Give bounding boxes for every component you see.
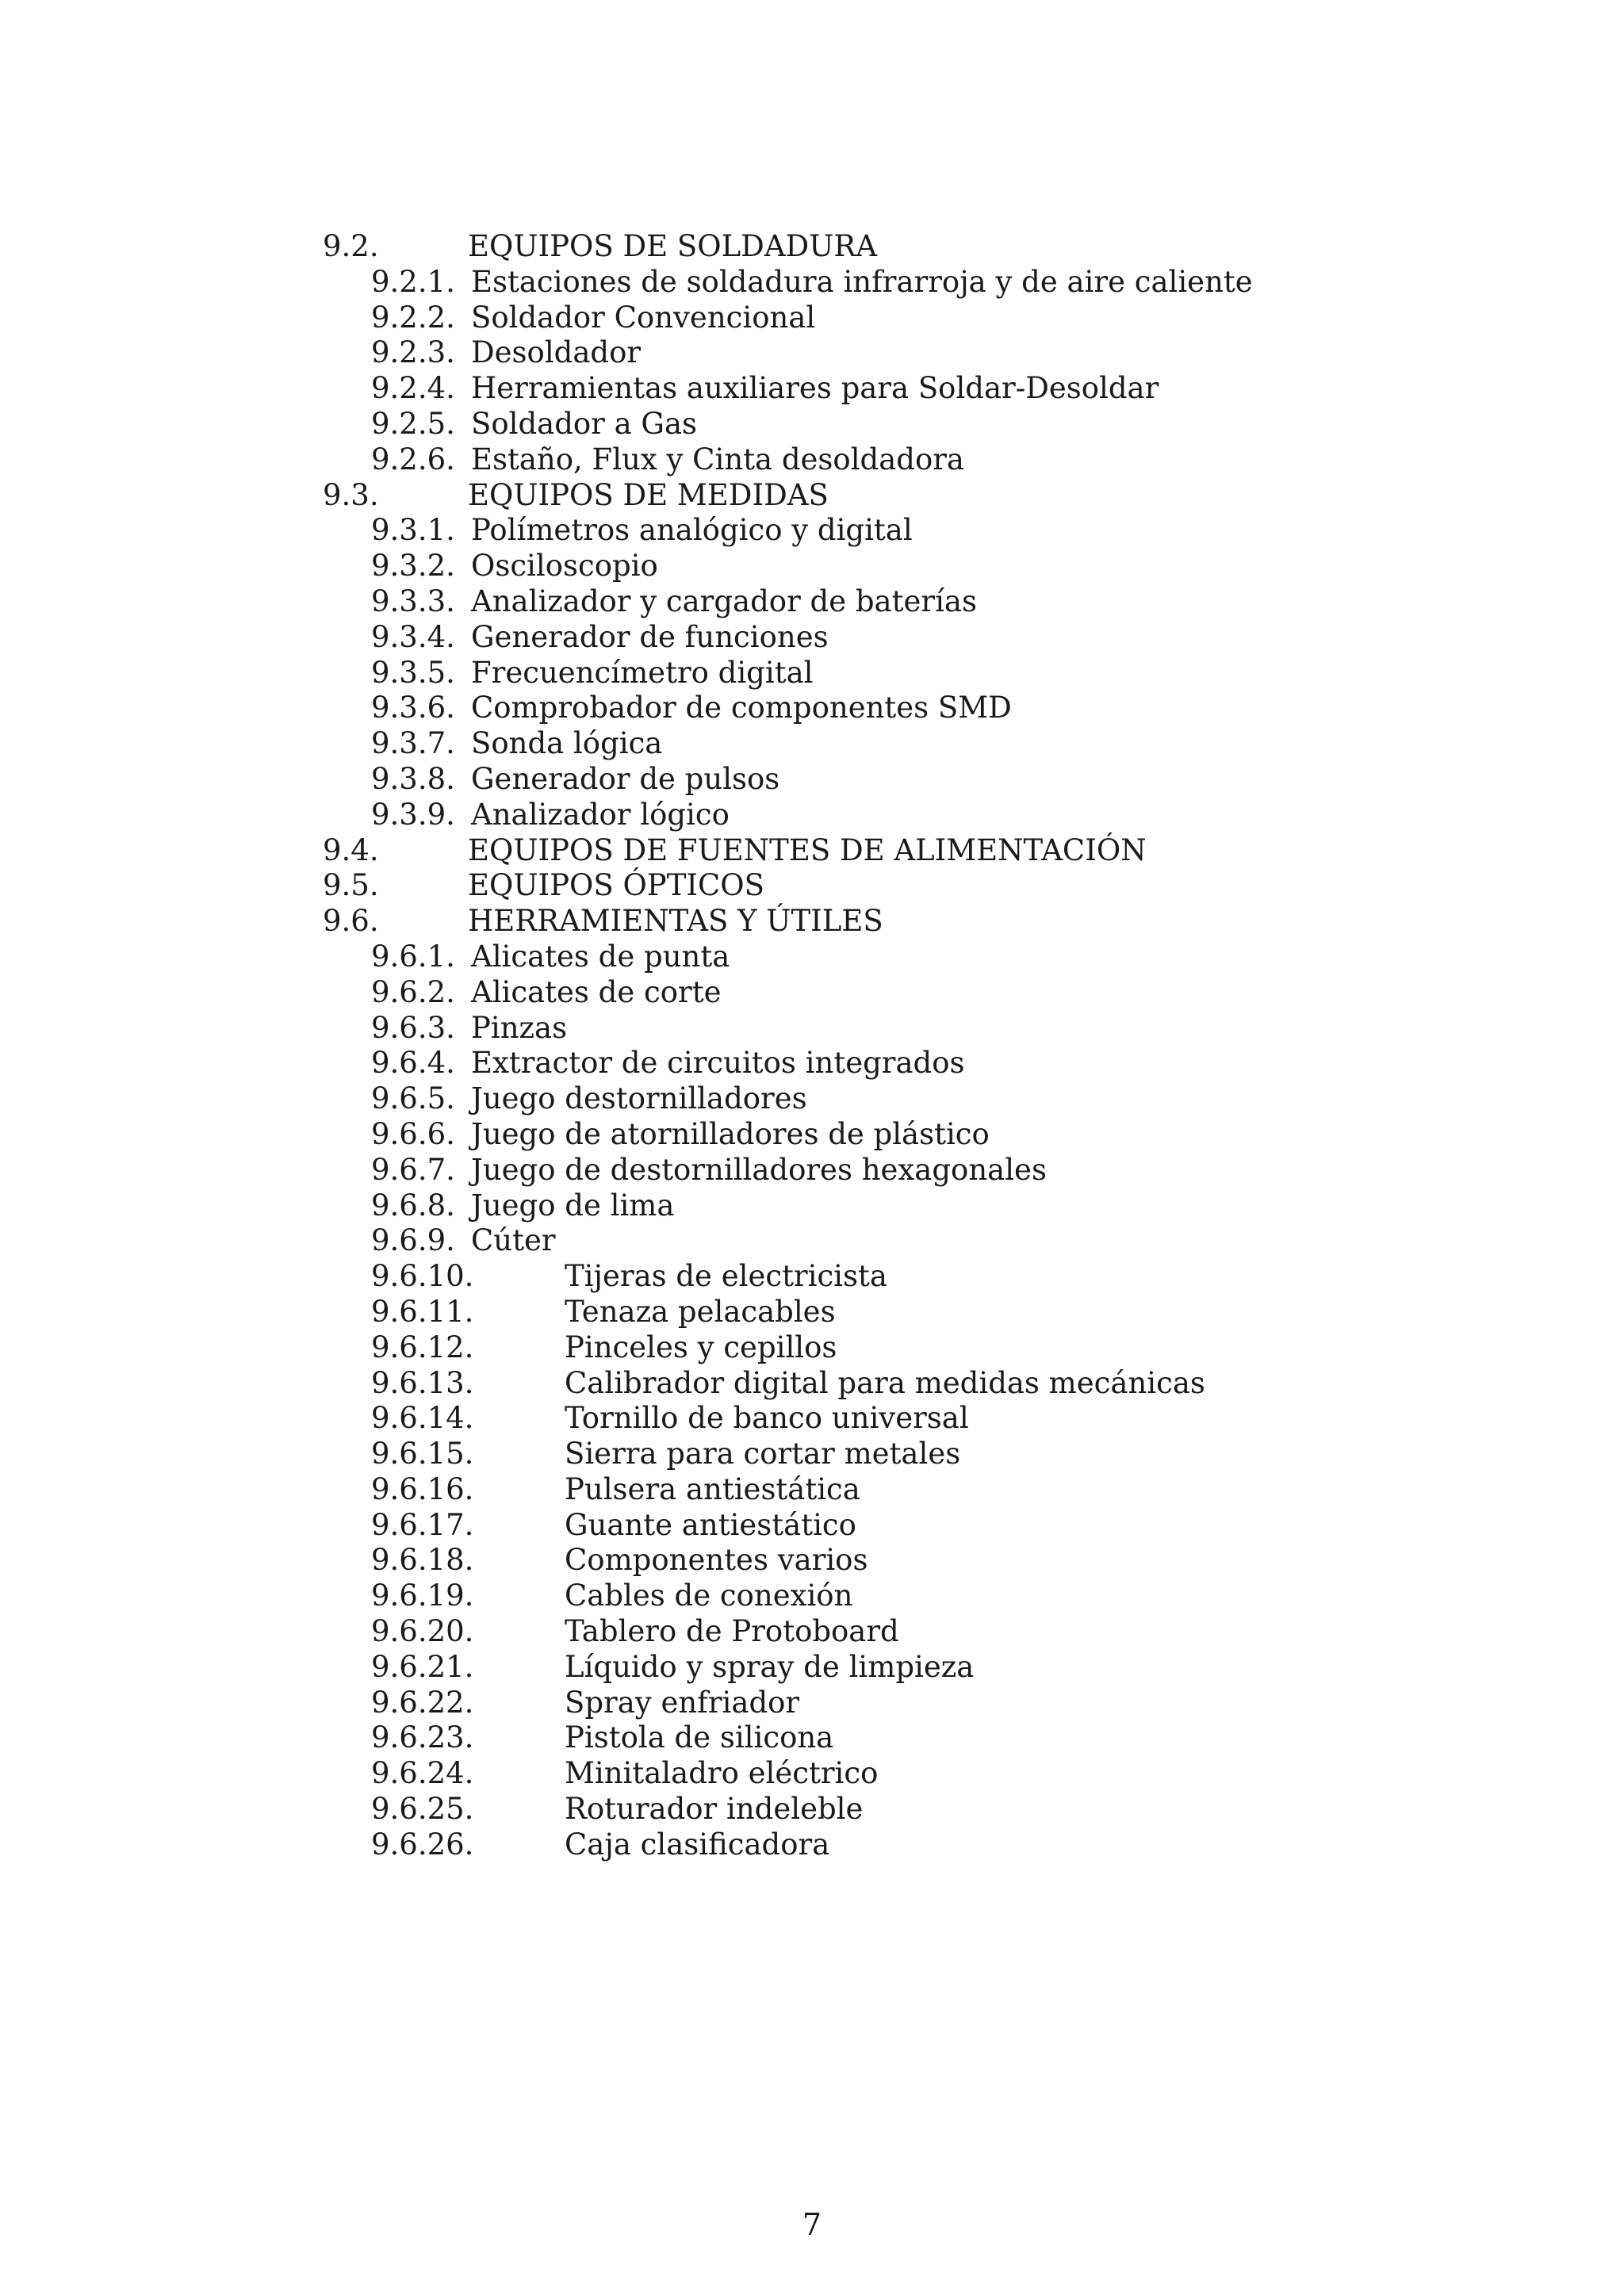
toc-subsection-entry (0, 584, 1624, 620)
toc-subsection-entry (0, 513, 1624, 549)
toc-entry-title: Caja clasificadora (565, 1827, 830, 1862)
toc-entry-number: 9.6.2. (371, 974, 455, 1009)
toc-subsection-entry (0, 798, 1624, 833)
toc-entry-number: 9.6.19. (371, 1578, 474, 1613)
toc-subsection-entry (0, 1720, 1624, 1756)
toc-subsection-entry (0, 1650, 1624, 1686)
toc-entry-title: Pinzas (471, 1010, 568, 1045)
toc-entry-title: Desoldador (471, 335, 642, 370)
toc-entry-number: 9.3.5. (371, 655, 455, 690)
table-of-contents (0, 229, 1624, 1863)
toc-entry-title: Cúter (471, 1223, 556, 1258)
toc-entry-title: Calibrador digital para medidas mecánicas (565, 1365, 1205, 1400)
toc-entry-number: 9.6.11. (371, 1294, 474, 1329)
toc-entry-number: 9.4. (323, 832, 379, 867)
toc-subsection-entry (0, 442, 1624, 478)
toc-entry-title: Frecuencímetro digital (471, 655, 814, 690)
toc-subsection-entry (0, 620, 1624, 656)
toc-entry-number: 9.6.4. (371, 1046, 455, 1081)
toc-subsection-entry (0, 1188, 1624, 1224)
toc-subsection-entry (0, 1153, 1624, 1188)
toc-subsection-entry (0, 1756, 1624, 1792)
toc-entry-title: Tablero de Protoboard (565, 1614, 899, 1649)
toc-subsection-entry (0, 1223, 1624, 1259)
toc-entry-number: 9.6.18. (371, 1543, 474, 1578)
toc-subsection-entry (0, 1614, 1624, 1650)
toc-entry-title: Componentes varios (565, 1543, 868, 1578)
toc-entry-number: 9.3.3. (371, 584, 455, 618)
toc-entry-title: Generador de pulsos (471, 761, 780, 796)
toc-entry-number: 9.6.13. (371, 1365, 474, 1400)
toc-entry-title: Minitaladro eléctrico (565, 1756, 879, 1791)
toc-entry-number: 9.2.3. (371, 335, 455, 370)
toc-entry-number: 9.2.4. (371, 371, 455, 406)
toc-entry-number: 9.6.12. (371, 1330, 474, 1364)
toc-subsection-entry (0, 762, 1624, 798)
toc-entry-number: 9.3.4. (371, 619, 455, 654)
toc-section-entry (0, 478, 1624, 514)
toc-subsection-entry (0, 265, 1624, 300)
toc-entry-number: 9.3.7. (371, 726, 455, 761)
toc-entry-number: 9.6.7. (371, 1152, 455, 1187)
toc-entry-title: Estaño, Flux y Cinta desoldadora (471, 442, 964, 476)
toc-entry-title: Analizador y cargador de baterías (471, 584, 977, 618)
toc-entry-title: Generador de funciones (471, 619, 829, 654)
toc-entry-number: 9.2.2. (371, 300, 455, 335)
toc-entry-title: Alicates de punta (471, 939, 730, 974)
toc-subsection-entry (0, 371, 1624, 407)
toc-entry-title: Comprobador de componentes SMD (471, 691, 1012, 725)
toc-entry-title: EQUIPOS DE SOLDADURA (468, 229, 877, 263)
toc-entry-number: 9.6.9. (371, 1223, 455, 1258)
toc-entry-number: 9.6. (323, 904, 379, 939)
toc-entry-title: Soldador a Gas (471, 406, 698, 441)
toc-entry-title: HERRAMIENTAS Y ÚTILES (468, 904, 883, 939)
toc-entry-number: 9.3.8. (371, 761, 455, 796)
toc-section-entry (0, 904, 1624, 939)
toc-entry-title: Pinceles y cepillos (565, 1330, 837, 1364)
toc-entry-number: 9.2.5. (371, 406, 455, 441)
toc-entry-title: Osciloscopio (471, 549, 658, 584)
toc-entry-title: Soldador Convencional (471, 300, 816, 335)
toc-entry-title: Juego de lima (471, 1188, 675, 1223)
toc-entry-title: Tijeras de electricista (565, 1259, 887, 1294)
toc-entry-number: 9.6.17. (371, 1507, 474, 1542)
toc-entry-number: 9.6.3. (371, 1010, 455, 1045)
toc-subsection-entry (0, 1827, 1624, 1863)
toc-entry-title: Juego destornilladores (471, 1081, 807, 1116)
toc-subsection-entry (0, 300, 1624, 336)
toc-subsection-entry (0, 1508, 1624, 1544)
toc-subsection-entry (0, 975, 1624, 1011)
toc-subsection-entry (0, 407, 1624, 442)
toc-entry-number: 9.6.6. (371, 1116, 455, 1151)
toc-entry-title: Pistola de silicona (565, 1720, 834, 1755)
toc-subsection-entry (0, 1011, 1624, 1047)
toc-entry-number: 9.6.26. (371, 1827, 474, 1862)
toc-entry-title: Analizador lógico (471, 797, 730, 832)
toc-entry-title: Alicates de corte (471, 974, 722, 1009)
page-number: 7 (802, 2207, 822, 2242)
toc-entry-title: Sonda lógica (471, 726, 663, 761)
toc-subsection-entry (0, 726, 1624, 762)
toc-entry-number: 9.2.1. (371, 264, 455, 299)
toc-entry-number: 9.6.24. (371, 1756, 474, 1791)
toc-entry-title: Spray enfriador (565, 1685, 800, 1720)
toc-subsection-entry (0, 335, 1624, 371)
toc-subsection-entry (0, 1046, 1624, 1081)
toc-entry-title: Sierra para cortar metales (565, 1437, 961, 1471)
toc-section-entry (0, 229, 1624, 265)
toc-entry-title: Herramientas auxiliares para Soldar-Desoldar (471, 371, 1159, 406)
toc-entry-title: EQUIPOS DE FUENTES DE ALIMENTACIÓN (468, 832, 1147, 867)
toc-subsection-entry (0, 1117, 1624, 1153)
toc-entry-title: Juego de destornilladores hexagonales (471, 1152, 1047, 1187)
toc-subsection-entry (0, 1437, 1624, 1472)
toc-subsection-entry (0, 1401, 1624, 1437)
toc-section-entry (0, 833, 1624, 869)
toc-entry-number: 9.5. (323, 868, 379, 903)
toc-entry-title: Pulsera antiestática (565, 1471, 860, 1506)
toc-subsection-entry (0, 1792, 1624, 1827)
toc-subsection-entry (0, 1295, 1624, 1330)
toc-entry-title: Tornillo de banco universal (565, 1401, 969, 1436)
toc-entry-number: 9.6.10. (371, 1259, 474, 1294)
toc-entry-number: 9.2. (323, 229, 379, 263)
toc-entry-title: EQUIPOS DE MEDIDAS (468, 477, 829, 512)
toc-subsection-entry (0, 1578, 1624, 1614)
toc-entry-title: Extractor de circuitos integrados (471, 1046, 965, 1081)
toc-entry-number: 9.3.9. (371, 797, 455, 832)
toc-entry-title: Juego de atornilladores de plástico (471, 1116, 990, 1151)
toc-entry-number: 9.6.16. (371, 1471, 474, 1506)
toc-entry-title: Roturador indeleble (565, 1792, 864, 1827)
toc-subsection-entry (0, 1686, 1624, 1721)
toc-entry-number: 9.6.23. (371, 1720, 474, 1755)
toc-entry-title: Estaciones de soldadura infrarroja y de aire caliente (471, 264, 1253, 299)
toc-entry-number: 9.6.20. (371, 1614, 474, 1649)
toc-entry-title: Líquido y spray de limpieza (565, 1649, 975, 1684)
toc-entry-title: Tenaza pelacables (565, 1294, 836, 1329)
toc-entry-title: Polímetros analógico y digital (471, 513, 913, 548)
toc-entry-number: 9.6.15. (371, 1437, 474, 1471)
toc-subsection-entry (0, 1472, 1624, 1508)
toc-entry-number: 9.6.5. (371, 1081, 455, 1116)
toc-entry-number: 9.6.8. (371, 1188, 455, 1223)
toc-subsection-entry (0, 1259, 1624, 1295)
toc-entry-number: 9.6.1. (371, 939, 455, 974)
toc-subsection-entry (0, 1543, 1624, 1578)
toc-subsection-entry (0, 1081, 1624, 1117)
toc-subsection-entry (0, 939, 1624, 975)
toc-subsection-entry (0, 691, 1624, 726)
toc-entry-number: 9.3.1. (371, 513, 455, 548)
toc-subsection-entry (0, 549, 1624, 584)
toc-entry-number: 9.3.6. (371, 691, 455, 725)
toc-entry-title: Cables de conexión (565, 1578, 853, 1613)
toc-entry-number: 9.3. (323, 477, 379, 512)
toc-entry-number: 9.3.2. (371, 549, 455, 584)
toc-subsection-entry (0, 656, 1624, 691)
toc-entry-number: 9.6.22. (371, 1685, 474, 1720)
toc-entry-title: Guante antiestático (565, 1507, 856, 1542)
toc-subsection-entry (0, 1366, 1624, 1402)
toc-entry-number: 9.6.21. (371, 1649, 474, 1684)
toc-subsection-entry (0, 1330, 1624, 1366)
toc-entry-number: 9.6.25. (371, 1792, 474, 1827)
toc-section-entry (0, 868, 1624, 904)
toc-entry-number: 9.6.14. (371, 1401, 474, 1436)
toc-entry-number: 9.2.6. (371, 442, 455, 476)
toc-entry-title: EQUIPOS ÓPTICOS (468, 868, 764, 903)
